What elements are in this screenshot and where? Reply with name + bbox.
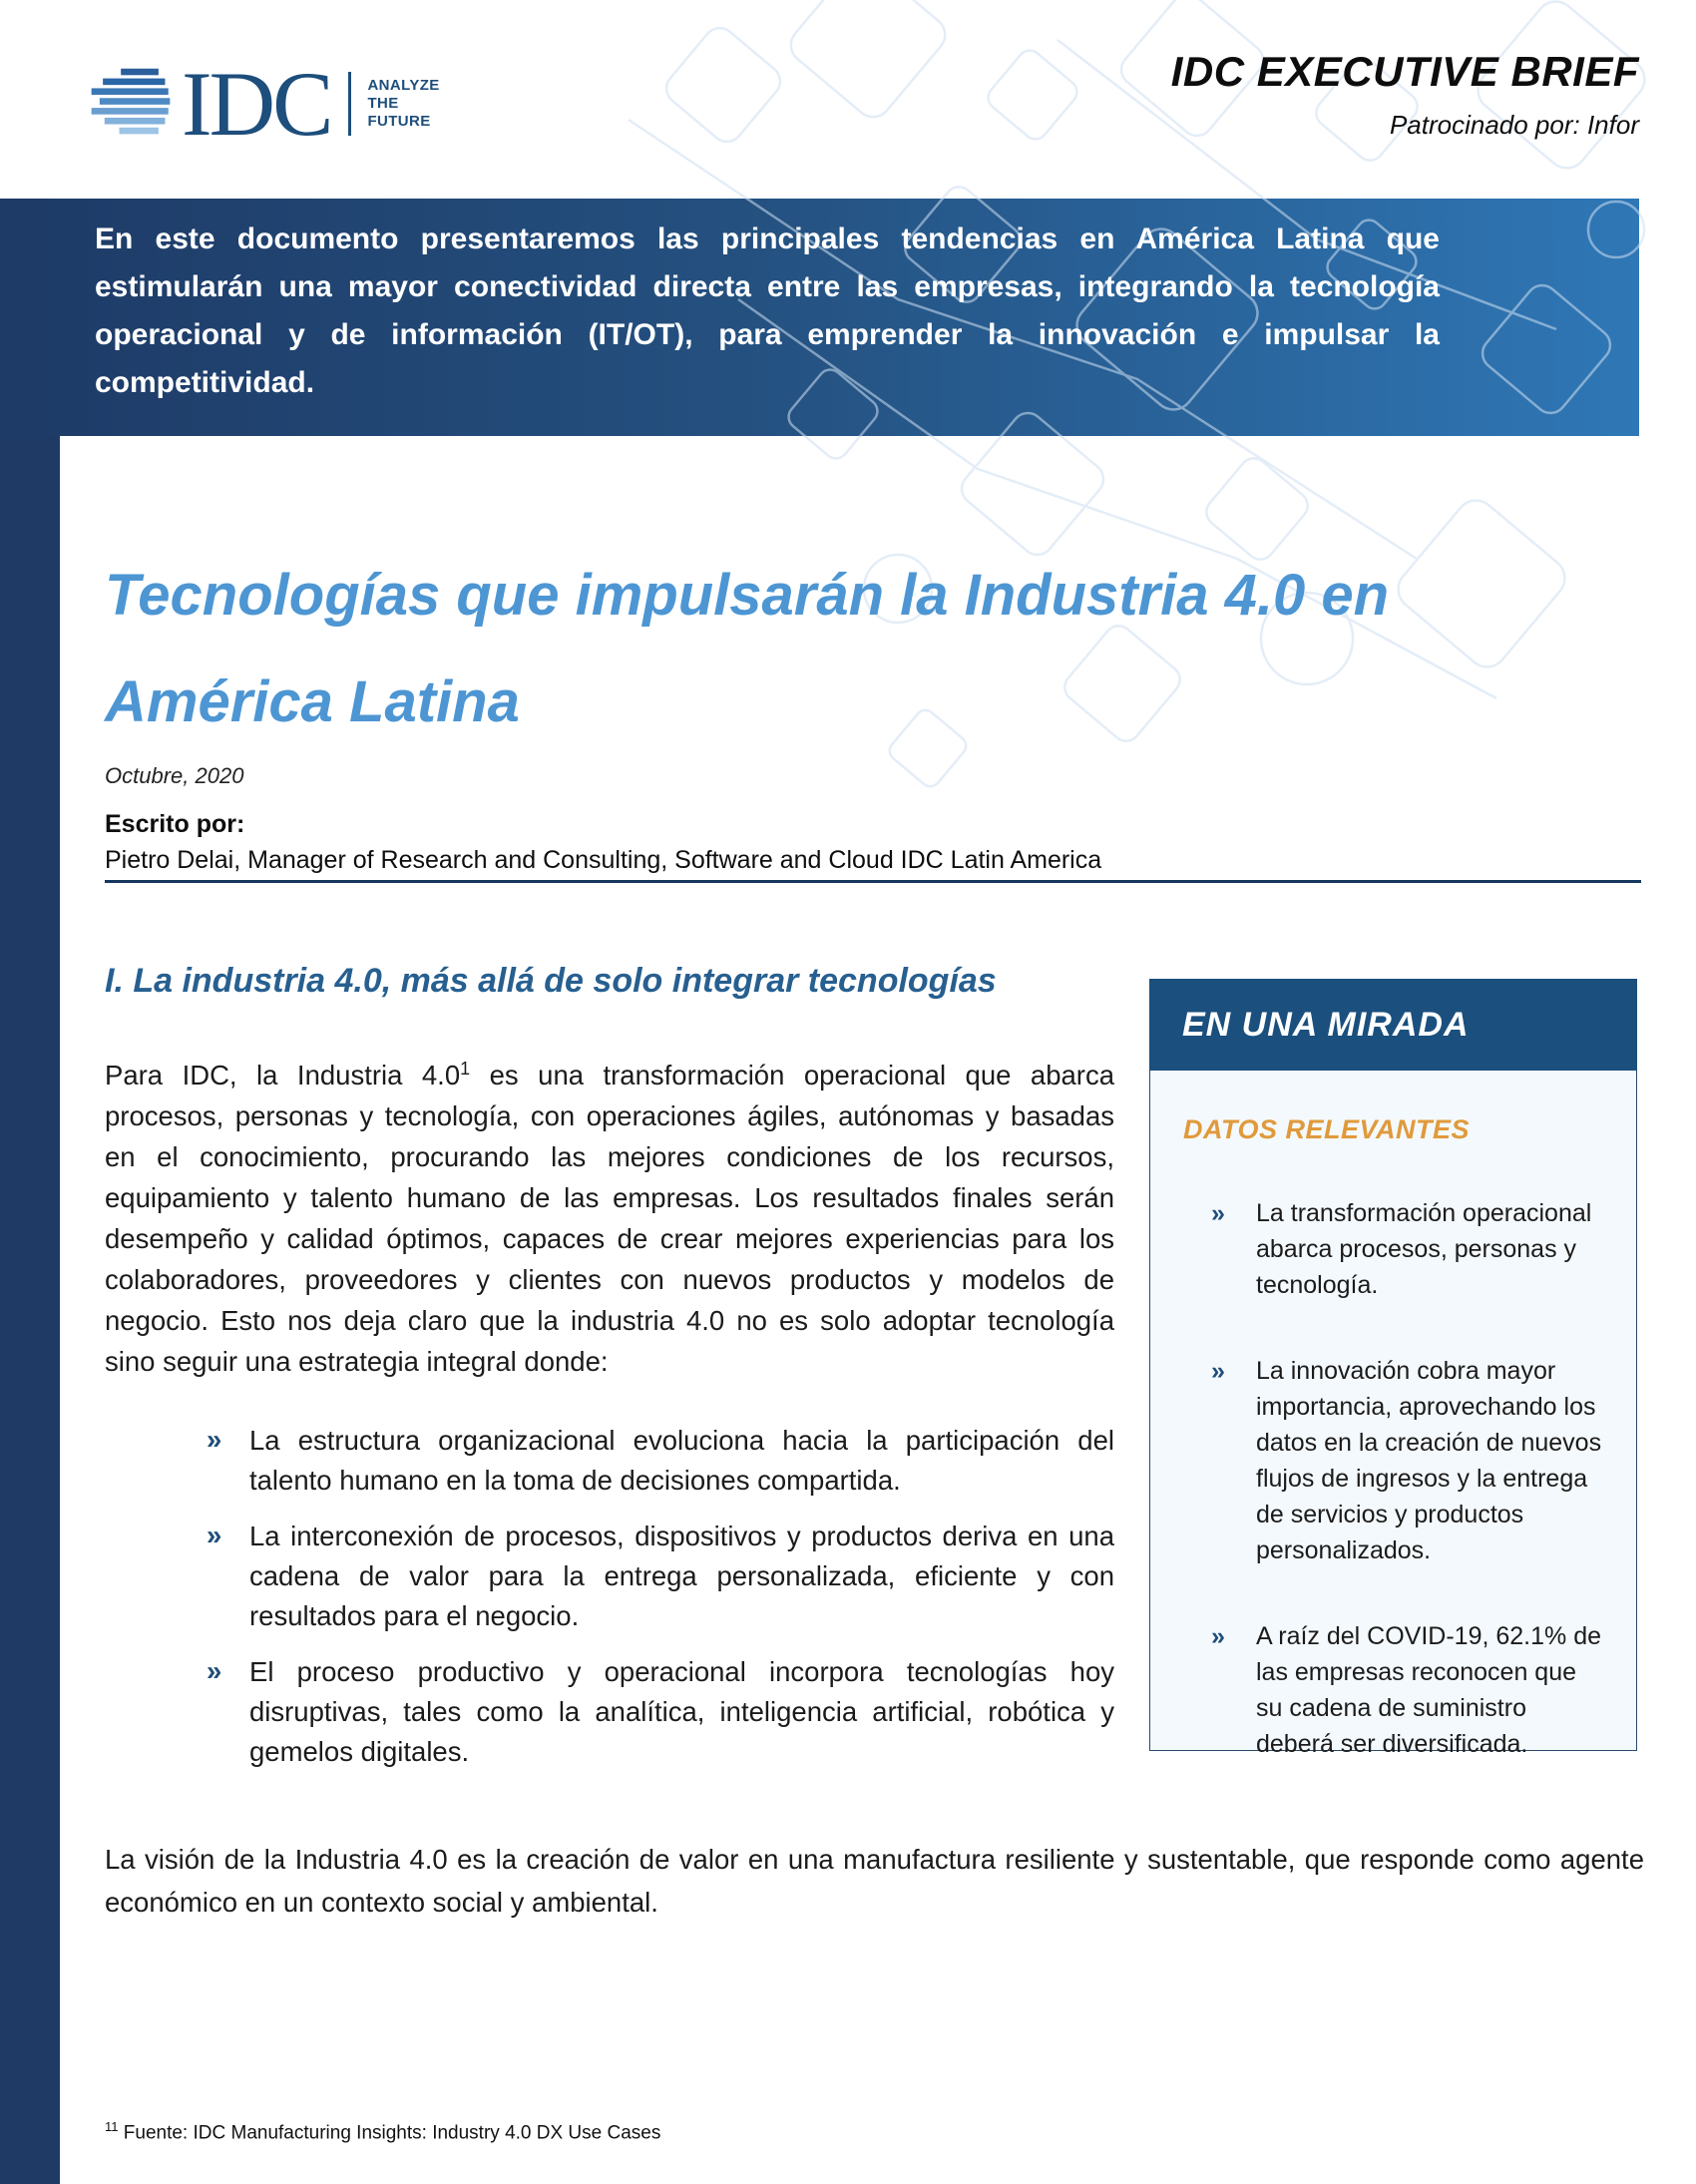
sidebar-bullet-item — [1183, 1353, 1608, 1568]
sidebar-bullet-text: La transformación operacional abarca procesos, personas y tecnología. — [1256, 1199, 1592, 1299]
footnote-number: 11 — [105, 2119, 119, 2134]
sidebar-subheader: DATOS RELEVANTES — [1183, 1114, 1471, 1144]
bullet-marker-icon: » — [1211, 1357, 1225, 1385]
background-circuit-decoration — [379, 0, 1696, 978]
intro-paragraph-text: Para IDC, la Industria 4.0 — [105, 1060, 461, 1092]
sidebar-bullet-text: La innovación cobra mayor importancia, aprovechando los datos en la creación de nuevos flujos de ingresos y la entrega de servicios y productos personalizados. — [1256, 1357, 1602, 1564]
logo-tagline-line: FUTURE — [367, 113, 431, 130]
bullet-text: La estructura organizacional evoluciona hacia la participación del talento humano en la toma de decisiones compartida. — [249, 1425, 1114, 1497]
brief-title: IDC EXECUTIVE BRIEF — [1170, 48, 1639, 95]
idc-logo — [90, 53, 440, 155]
author-line: Pietro Delai, Manager of Research and Consulting, Software and Cloud IDC Latin America — [105, 846, 1102, 874]
logo-tagline-line: ANALYZE — [367, 77, 440, 94]
sidebar-body — [1149, 1071, 1637, 1758]
sidebar-bullet-text: A raíz del COVID-19, 62.1% de las empresas reconocen que su cadena de suministro deberá ser diversificada. — [1256, 1622, 1602, 1758]
sidebar-header: EN UNA MIRADA — [1149, 979, 1637, 1071]
bullet-text: El proceso productivo y operacional incorpora tecnologías hoy disruptivas, tales como la analítica, inteligencia artificial, robótica y gemelos digitales. — [249, 1656, 1114, 1768]
logo-divider — [348, 72, 351, 136]
closing-paragraph: La visión de la Industria 4.0 es la creación de valor en una manufactura resiliente y sustentable, que responde como agente económico en un contexto social y ambiental. — [105, 1844, 1644, 1918]
logo-tagline-line: THE — [367, 95, 399, 112]
logo-tagline — [367, 77, 439, 131]
at-a-glance-sidebar — [1149, 979, 1637, 1758]
sponsor-line: Patrocinado por: Infor — [1389, 110, 1639, 140]
bullet-marker-icon: » — [1211, 1199, 1225, 1227]
author-divider-rule — [105, 880, 1641, 883]
document-date: Octubre, 2020 — [105, 763, 244, 788]
globe-stripes-icon — [90, 60, 172, 148]
footnote — [105, 2119, 660, 2144]
left-accent-bar — [0, 436, 60, 2184]
bullet-item — [105, 1421, 1114, 1501]
bullet-item — [105, 1517, 1114, 1636]
idc-logo-text: IDC — [182, 53, 331, 155]
bullet-marker-icon: » — [207, 1655, 222, 1687]
bullet-text: La interconexión de procesos, dispositivos y productos deriva en una cadena de valor para la entrega personalizada, eficiente y con resultados para el negocio. — [249, 1521, 1114, 1632]
brief-header — [1171, 48, 1639, 141]
intro-banner — [0, 199, 1639, 436]
intro-paragraph — [105, 1049, 1114, 1382]
sidebar-bullet-item — [1183, 1618, 1608, 1762]
document-title: Tecnologías que impulsarán la Industria 4.0 en América Latina — [105, 563, 1390, 734]
section-heading: I. La industria 4.0, más allá de solo integrar tecnologías — [105, 962, 997, 1000]
bullet-item — [105, 1652, 1114, 1772]
intro-banner-text: En este documento presentaremos las principales tendencias en América Latina que estimularán una mayor conectividad directa entre las empresas, integrando la tecnología operacional y de información (IT/OT), para emprender la innovación e impulsar la competitividad. — [95, 222, 1440, 399]
main-column — [105, 956, 1114, 1788]
bullet-marker-icon: » — [207, 1424, 222, 1456]
bullet-list — [105, 1421, 1114, 1772]
footnote-reference: 1 — [460, 1059, 471, 1079]
bullet-marker-icon: » — [207, 1520, 222, 1551]
bullet-marker-icon: » — [1211, 1622, 1225, 1650]
sidebar-bullet-item — [1183, 1195, 1608, 1303]
intro-paragraph-text: es una transformación operacional que abarca procesos, personas y tecnología, con operaciones ágiles, autónomas y basadas en el conocimiento, procurando las mejores condiciones de los recursos, equipamiento y talento humano de las empresas. Los resultados finales serán desempeño y calidad óptimos, capaces de crear mejores experiencias para los colaboradores, proveedores y clientes con nuevos productos y modelos de negocio. Esto nos deja claro que la industria 4.0 no es solo adoptar tecnología sino seguir una estrategia integral donde: — [105, 1060, 1114, 1378]
written-by-label: Escrito por: — [105, 810, 245, 838]
footnote-text: Fuente: IDC Manufacturing Insights: Industry 4.0 DX Use Cases — [118, 2122, 661, 2144]
